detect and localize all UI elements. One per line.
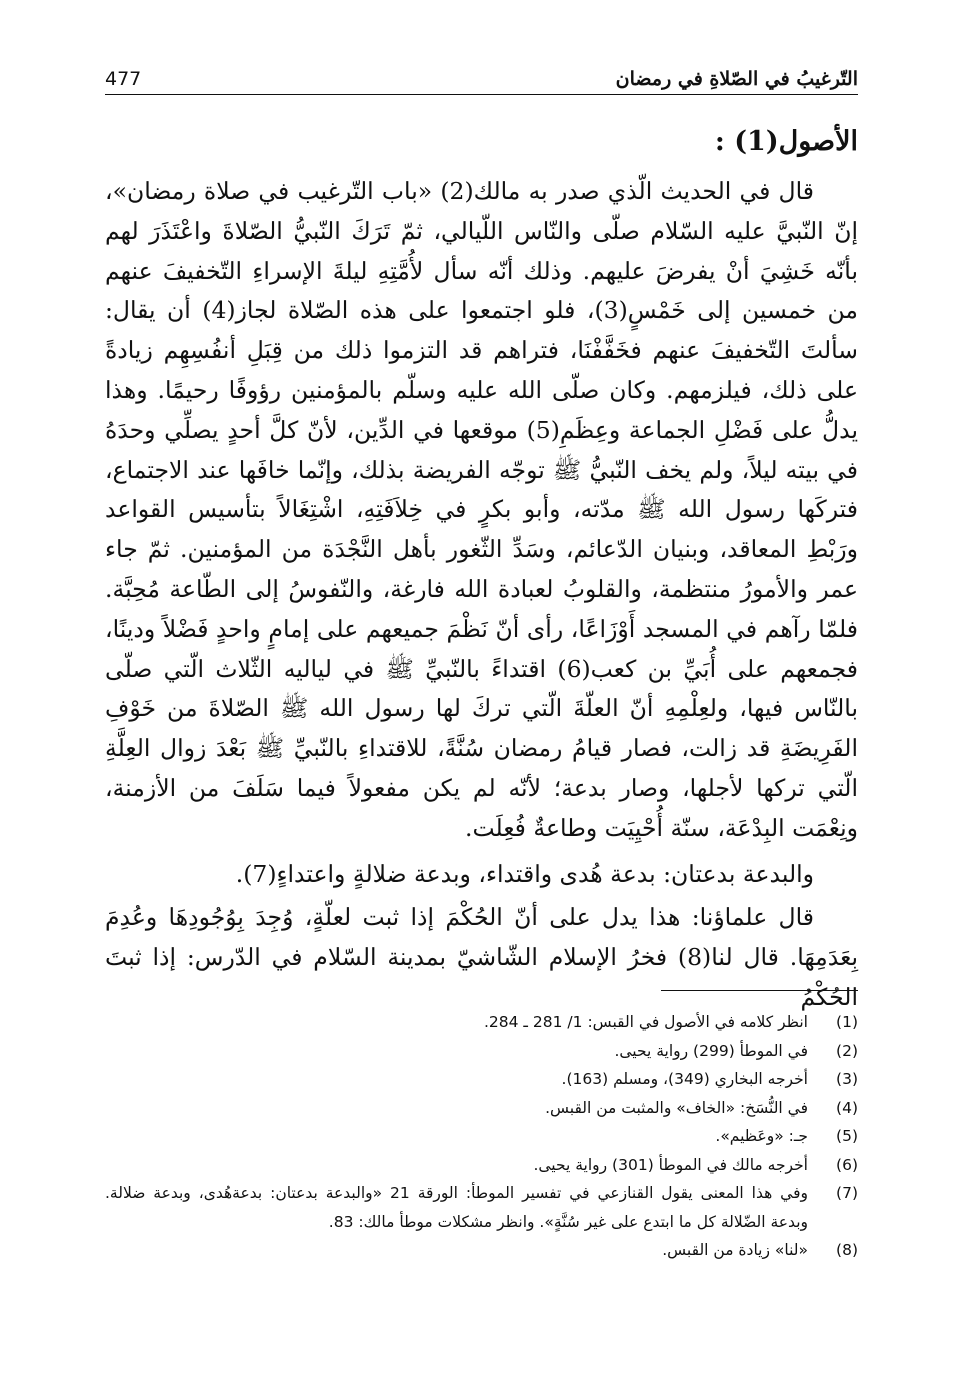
footnote [105, 1037, 858, 1066]
footnote-text: في الموطأ (299) رواية يحيى. [614, 1041, 808, 1060]
footnote-text: «لنا» زيادة من القبس. [662, 1241, 808, 1259]
footnote [105, 1008, 858, 1037]
page-number: 477 [105, 68, 142, 90]
footnote [105, 1179, 858, 1236]
footnote-text: انظر كلامه في الأصول في القبس: 1/ 281 ـ 284. [483, 1013, 808, 1031]
footnote-number: (4) [836, 1098, 858, 1117]
section-title: الأصول(1) : [714, 126, 858, 157]
footnote-text: جـ: «وعَظيم». [715, 1127, 808, 1145]
footnote-number: (3) [836, 1070, 858, 1088]
footnote-number: (7) [836, 1184, 858, 1202]
running-title: التّرغيبُ في الصّلاةِ في رمضان [615, 68, 858, 90]
footnote-number: (1) [836, 1013, 858, 1031]
footnotes [105, 1008, 858, 1265]
footnote [105, 1151, 858, 1180]
paragraph: قال في الحديث الّذي صدر به مالك(2) «باب التّرغيب في صلاة رمضان»، إنّ النّبيَّ عليه السّلام صلّى والنّاس اللّيالي، ثمّ تَرَكَ النّبيُّ الصّلاةَ واعْتَذَرَ لهم بأنّه خَشِيَ أنْ يفرضَ عليهم. وذلك أنّه سأل لأُمَّتِهِ ليلةَ الإسراءِ التّخفيفَ عنهم من خمسين إلى خَمْسٍ(3)، فلو اجتمعوا على هذه الصّلاة لجاز(4) أن يقال: سألتَ التّخفيفَ عنهم فخَفَّفْنَا، فتراهم قد التزموا ذلك من قِبَلِ أنفُسِهِم زيادةً على ذلك، فيلزمهم. وكان صلّى الله عليه وسلّم بالمؤمنين رؤوفًا رحيمًا. وهذا يدلُّ على فَضْلِ الجماعة وعِظَمِ(5) موقعها في الدِّين، لأنّ كلَّ أحدٍ يصلِّي وحدَهُ في بيته ليلاً، ولم يخف النّبيُّ ﷺ توجّه الفريضة بذلك، وإنّما خافَها عند الاجتماع، فتركَها رسول الله ﷺ مدّته، وأبو بكرٍ في خِلاَفَتِهِ، اشْتِغَالاً بتأسيس القواعد ورَبْطِ المعاقد، وبنيان الدّعائم، وسَدِّ الثّغور بأهل النَّجْدَة من المؤمنين. ثمّ جاء عمر والأمورُ منتظمة، والقلوبُ لعبادة الله فارغة، والنّفوسُ إلى الطّاعة مُحِبَّة. فلمّا رآهم في المسجد أَوْزَاعًا، رأى أنّ نَظْمَ جميعهم على إمامٍ واحدٍ فَضْلاً ودينًا، فجمعهم على أُبَيِّ بن كعب(6) اقتداءً بالنّبيِّ ﷺ في لياليه الثّلاث الّتي صلّى بالنّاس فيها، ولعِلْمِهِ أنّ العلّةَ الّتي تركَ لها رسول الله ﷺ الصّلاةَ من خَوْفِ الفَرِيضَةِ قد زالت، فصار قيامُ رمضان سُنَّةً، للاقتداءِ بالنّبيِّ ﷺ بَعْدَ زوال العِلَّةِ الّتي تركها لأجلها، وصار بدعة؛ لأنّه لم يكن مفعولاً فيما سَلَفَ من الأزمنة، ونِعْمَت البِدْعَة، سنّة أُحْيِيَت وطاعةٌ فُعِلَت. [105, 177, 859, 842]
footnote-number: (8) [836, 1241, 858, 1259]
footnote [105, 1065, 858, 1094]
main-text [105, 120, 858, 1018]
footnote-text: في النُّسَخ: «الخاف» والمثبت من القبس. [545, 1098, 808, 1117]
footnote-number: (5) [836, 1127, 858, 1145]
footnote-number: (2) [836, 1041, 858, 1060]
footnote [105, 1236, 858, 1265]
footnote-text: وفي هذا المعنى يقول القنازعي في تفسير الموطأ: الورقة 21 «والبدعة بدعتان: بدعةهُدى، وبدعة ضلالة. وبدعة الضّلالة كل ما ابتدع على غير سُنَّةٍ». وانظر مشكلات موطأ مالك: 83. [105, 1184, 808, 1231]
footnote [105, 1094, 858, 1123]
paragraph: والبدعة بدعتان: بدعة هُدى واقتداء، وبدعة ضلالةٍ واعتداءٍ(7). [235, 859, 814, 888]
footnote [105, 1122, 858, 1151]
footnote-text: أخرجه مالك في الموطأ (301) رواية يحيى. [533, 1155, 808, 1174]
header-rule [105, 94, 858, 95]
paragraph: قال علماؤنا: هذا يدل على أنّ الحُكْمَ إذا ثبت لعلّةٍ، وُجِدَ بِوُجُودِهَا وعُدِمَ بِعَدَمِهَا. قال لنا(8) فخرُ الإسلام الشّاشيّ بمدينة السّلام في الدّرس: إذا ثبتَ الحُكْمُ [105, 903, 858, 1011]
footnote-rule [661, 990, 858, 991]
page-header [105, 58, 858, 90]
footnote-text: أخرجه البخاري (349)، ومسلم (163). [561, 1070, 808, 1088]
footnote-number: (6) [836, 1155, 858, 1174]
